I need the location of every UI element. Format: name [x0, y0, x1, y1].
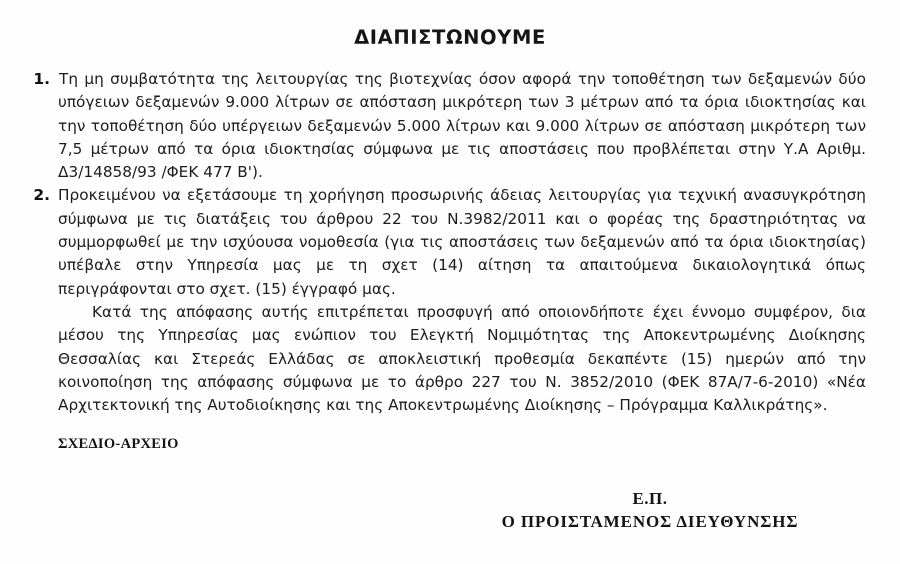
closing-paragraph: Κατά της απόφασης αυτής επιτρέπεται προσφυγή από οποιονδήποτε έχει έννομο συμφέρον, δια μέσου της Υπηρεσίας μας ενώπιον του Ελεγκτή Νομιμότητας της Αποκεντρωμένης Διοίκησης Θεσσαλίας και Στερεάς Ελλάδας σε αποκλειστική προθεσμία δεκαπέντε (15) ημερών από την κοινοποίηση της απόφασης σύμφωνα με το άρθρο 227 του Ν. 3852/2010 (ΦΕΚ 87Α/7-6-2010) «Νέα Αρχιτεκτονική της Αυτοδιοίκησης και της Αποκεντρωμένης Διοίκησης – Πρόγραμμα Καλλικράτης». — [58, 302, 866, 415]
numbered-item-2 — [28, 184, 866, 300]
page-title: ΔΙΑΠΙΣΤΩΝΟΥΜΕ — [354, 26, 546, 49]
document-body — [28, 68, 866, 417]
list-marker-2: 2. — [33, 186, 50, 205]
signature-title: Ο ΠΡΟΙΣΤΑΜΕΝΟΣ ΔΙΕΥΘΥΝΣΗΣ — [501, 512, 799, 531]
numbered-item-1 — [28, 68, 866, 184]
numbered-item-2-text: Προκειμένου να εξετάσουμε τη χορήγηση προσωρινής άδειας λειτουργίας για τεχνική ανασυγκρότηση σύμφωνα με τις διατάξεις του άρθρου 22 του Ν.3982/2011 και ο φορέας της δραστηριότητας να συμμορφωθεί με την ισχύουσα νομοθεσία (για τις αποστάσεις των δεξαμενών από τα όρια ιδιοκτησίας) υπέβαλε στην Υπηρεσία μας με τη σχετ (14) αίτηση τα απαιτούμενα δικαιολογητικά όπως περιγράφονται στο σχετ. (15) έγγραφό μας. — [58, 186, 866, 298]
list-marker-1: 1. — [33, 70, 50, 88]
numbered-item-1-text: Τη μη συμβατότητα της λειτουργίας της βιοτεχνίας όσον αφορά την τοποθέτηση των δεξαμενών δύο υπόγειων δεξαμενών 9.000 λίτρων σε απόσταση μικρότερη των 3 μέτρων από τα όρια ιδιοκτησίας και την τοποθέτηση δύο υπέργειων δεξαμενών 5.000 λίτρων και 9.000 λίτρων σε απόσταση μικρότερη των 7,5 μέτρων από τα όρια ιδιοκτησίας σύμφωνα με τις αποστάσεις που προβλέπεται στην Υ.Α Αριθμ. Δ3/14858/93 /ΦΕΚ 477 Β'). — [58, 70, 866, 182]
signature-block — [440, 488, 860, 534]
signature-initials: Ε.Π. — [632, 489, 668, 508]
archive-stamp: ΣΧΕΔΙΟ-ΑΡΧΕΙΟ — [58, 436, 179, 452]
